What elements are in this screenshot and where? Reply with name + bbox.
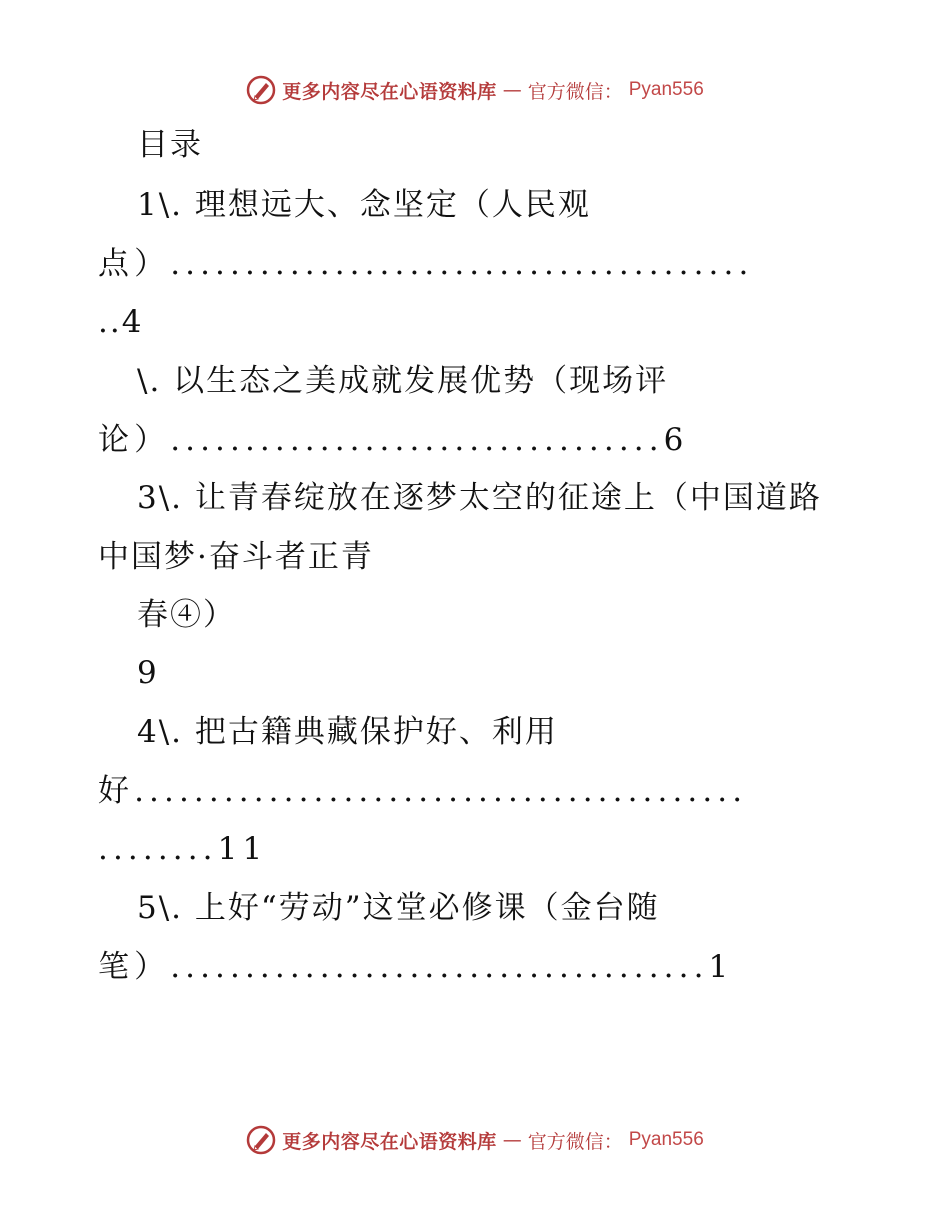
toc-heading: 目录 — [137, 127, 203, 163]
toc-line: 笔）....................................1 — [98, 949, 734, 985]
toc-line: 春④） — [137, 597, 236, 633]
toc-line: 5\. 上好“劳动”这堂必修课（金台随 — [137, 890, 660, 926]
watermark-dash: — — [502, 1129, 522, 1151]
watermark-wechat-id: Pyan556 — [628, 79, 704, 100]
pen-logo-icon — [246, 1125, 276, 1155]
toc-line: 中国梦·奋斗者正青 — [98, 539, 374, 575]
toc-line: 9 — [137, 655, 159, 691]
header-watermark — [0, 72, 950, 108]
toc-line: \. 以生态之美成就发展优势（现场评 — [137, 363, 669, 399]
watermark-wechat-label: 官方微信： — [527, 1130, 623, 1153]
pen-logo-icon — [246, 75, 276, 105]
toc-line: 4\. 把古籍典藏保护好、利用 — [137, 714, 558, 750]
watermark-site-text: 更多内容尽在心语资料库 — [282, 1130, 497, 1153]
watermark-site-text: 更多内容尽在心语资料库 — [282, 80, 497, 103]
toc-line: 论）.................................6 — [98, 422, 689, 458]
toc-line: 好......................................... — [98, 773, 748, 809]
toc-line: ........11 — [98, 831, 268, 867]
footer-watermark — [0, 1122, 950, 1158]
toc-line: ..4 — [98, 304, 144, 340]
watermark-dash: — — [502, 79, 522, 101]
watermark-wechat-label: 官方微信： — [527, 80, 623, 103]
toc-line: 3\. 让青春绽放在逐梦太空的征途上（中国道路 — [137, 480, 822, 516]
watermark-wechat-id: Pyan556 — [628, 1129, 704, 1150]
toc-line: 点）....................................... — [98, 246, 754, 282]
toc-line: 1\. 理想远大、念坚定（人民观 — [137, 187, 591, 223]
